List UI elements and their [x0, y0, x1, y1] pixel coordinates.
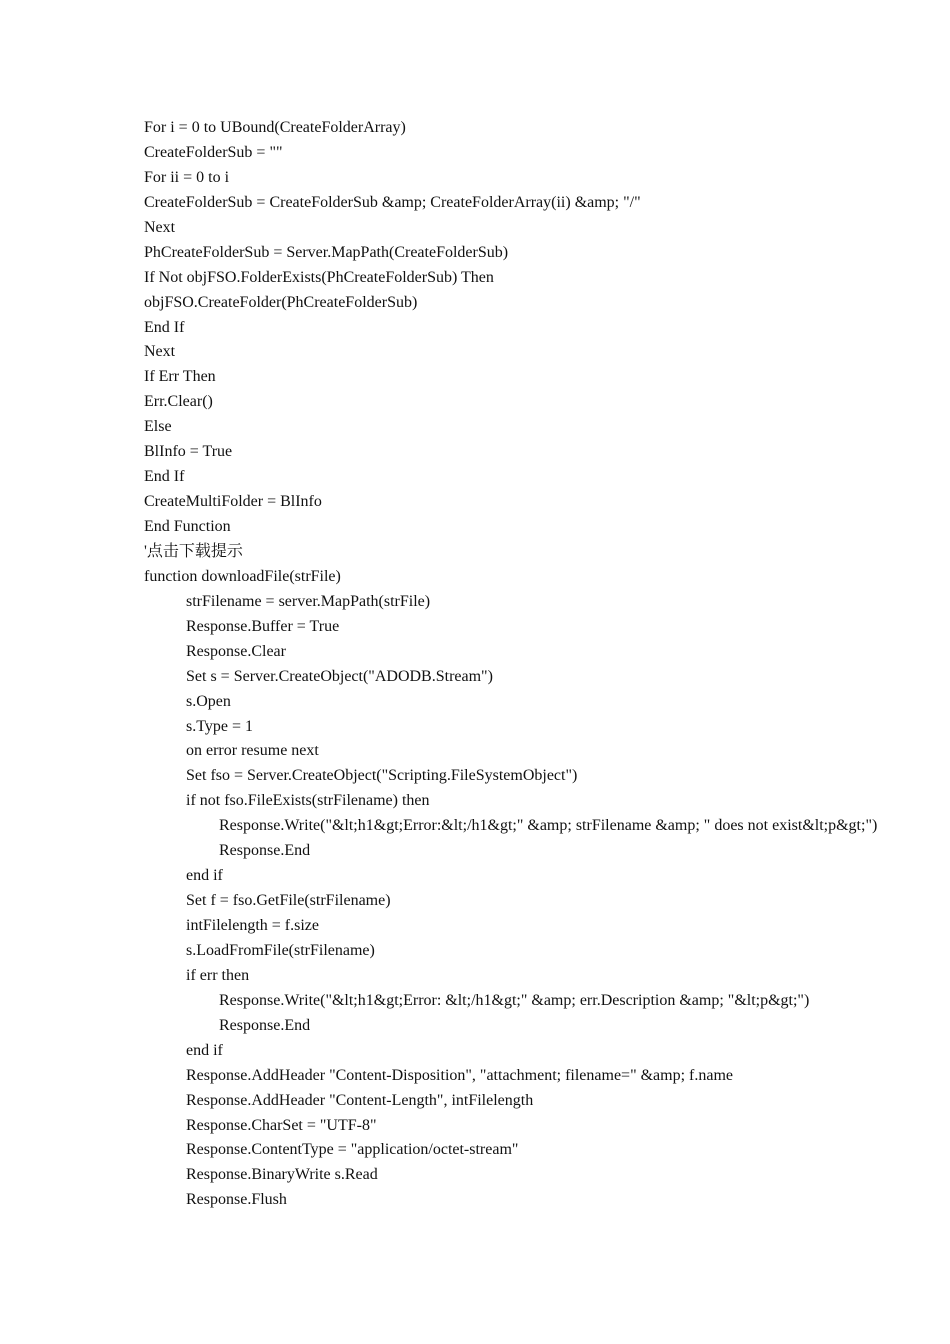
- code-line: s.Type = 1: [186, 717, 254, 735]
- code-line: Response.AddHeader "Content-Disposition", "attachment; filename=" &amp; f.name: [186, 1066, 734, 1084]
- code-line: Response.End: [219, 1016, 311, 1034]
- code-line: CreateFolderSub = "": [144, 143, 283, 161]
- code-line: s.LoadFromFile(strFilename): [186, 941, 375, 959]
- code-line: intFilelength = f.size: [186, 917, 319, 934]
- code-line: Else: [144, 418, 172, 436]
- code-line: Set f = fso.GetFile(strFilename): [186, 892, 391, 910]
- code-line: Set fso = Server.CreateObject("Scripting.FileSystemObject"): [186, 767, 578, 785]
- code-line: Response.Write("&lt;h1&gt;Error:&lt;/h1&gt;" &amp; strFilename &amp; " does not exist&lt;p&gt;"): [219, 817, 878, 835]
- code-line: if not fso.FileExists(strFilename) then: [186, 792, 430, 810]
- code-line: end if: [186, 867, 223, 885]
- code-line: end if: [186, 1041, 223, 1059]
- code-line: PhCreateFolderSub = Server.MapPath(CreateFolderSub): [144, 243, 509, 261]
- code-line: Response.Buffer = True: [186, 617, 340, 635]
- code-line: CreateFolderSub = CreateFolderSub &amp; CreateFolderArray(ii) &amp; "/": [144, 193, 641, 211]
- code-block: [144, 116, 930, 1213]
- code-line: End Function: [144, 518, 231, 535]
- code-line: Next: [144, 218, 176, 236]
- code-line: End If: [144, 468, 185, 486]
- code-line: End If: [144, 318, 185, 336]
- code-line: BlInfo = True: [144, 443, 233, 461]
- code-line: Response.BinaryWrite s.Read: [186, 1166, 378, 1184]
- code-line: For ii = 0 to i: [144, 168, 230, 186]
- code-line: Response.End: [219, 842, 311, 860]
- code-line: If Err Then: [144, 368, 216, 386]
- code-line: objFSO.CreateFolder(PhCreateFolderSub): [144, 293, 418, 311]
- code-line: on error resume next: [186, 742, 319, 760]
- code-line: Response.Clear: [186, 642, 286, 660]
- code-line: If Not objFSO.FolderExists(PhCreateFolderSub) Then: [144, 268, 494, 286]
- code-line: Set s = Server.CreateObject("ADODB.Stream"): [186, 667, 493, 685]
- code-line: Next: [144, 343, 176, 361]
- code-line: CreateMultiFolder = BlInfo: [144, 493, 322, 511]
- code-line: function downloadFile(strFile): [144, 567, 341, 585]
- code-line: if err then: [186, 966, 250, 984]
- code-line: Response.Write("&lt;h1&gt;Error: &lt;/h1&gt;" &amp; err.Description &amp; "&lt;p&gt;"): [219, 991, 810, 1009]
- code-line: For i = 0 to UBound(CreateFolderArray): [144, 119, 406, 136]
- code-line: Response.AddHeader "Content-Length", intFilelength: [186, 1091, 534, 1109]
- code-line: Err.Clear(): [144, 393, 213, 411]
- code-line: Response.ContentType = "application/octet-stream": [186, 1141, 519, 1159]
- code-line: strFilename = server.MapPath(strFile): [186, 592, 431, 610]
- code-comment-line: '点击下载提示: [144, 542, 243, 560]
- code-line: s.Open: [186, 692, 231, 710]
- code-line: Response.CharSet = "UTF-8": [186, 1116, 377, 1134]
- code-line: Response.Flush: [186, 1191, 287, 1209]
